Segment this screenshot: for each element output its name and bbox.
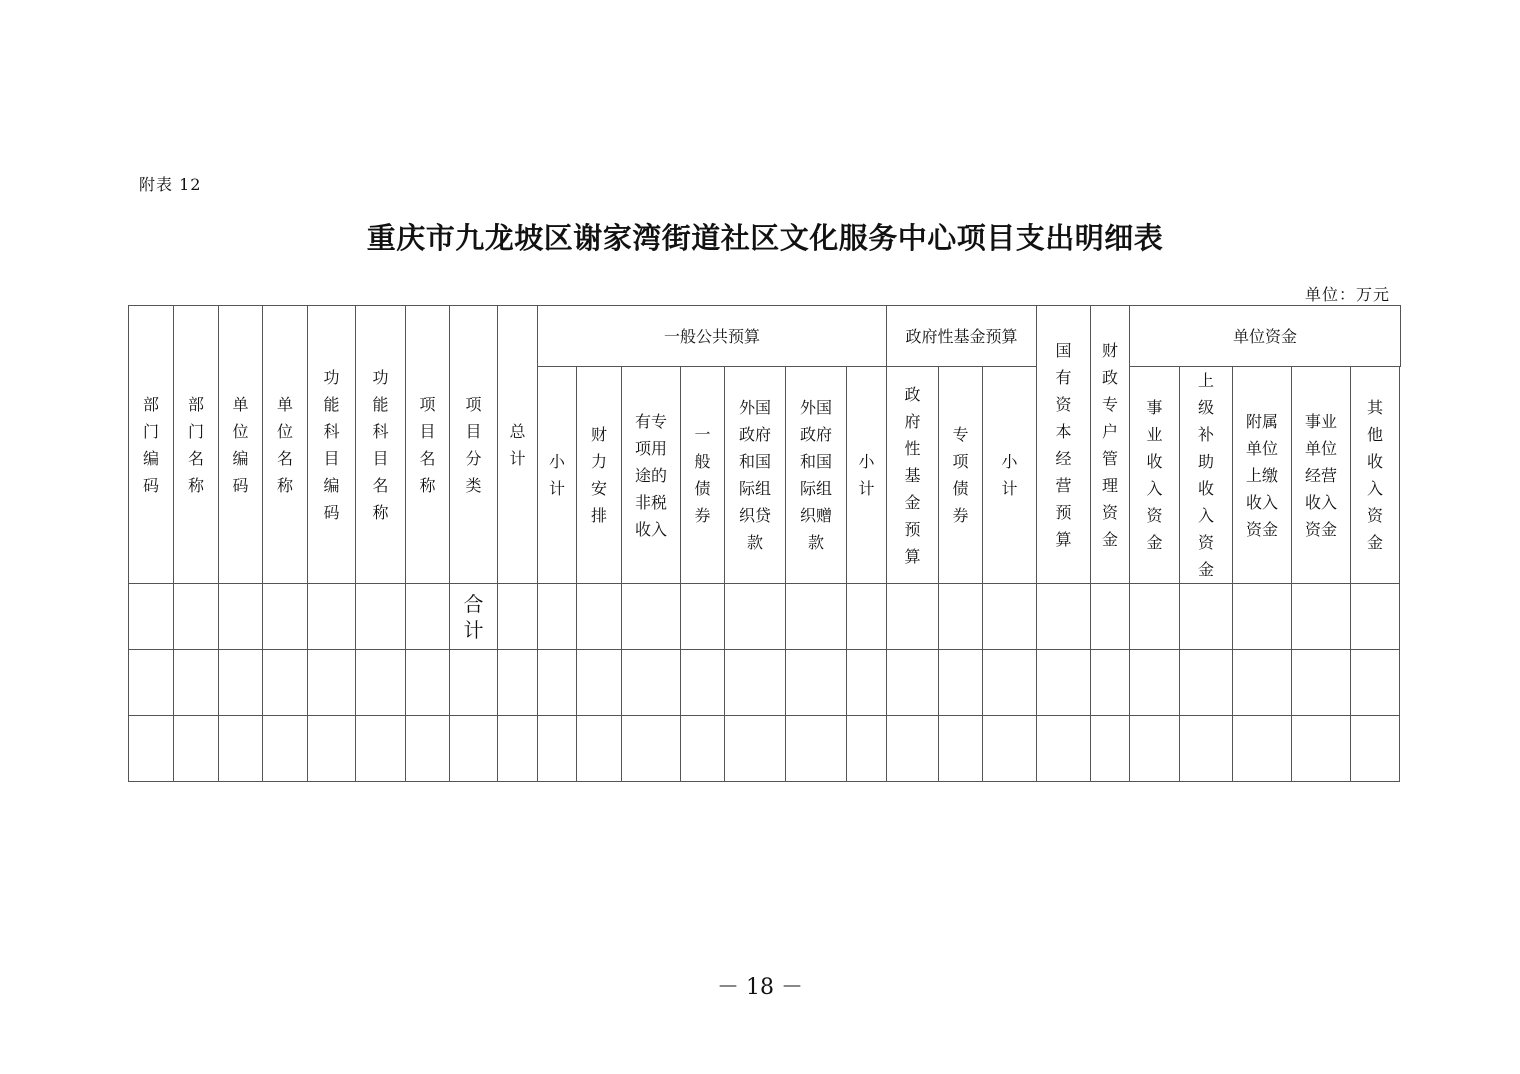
group-general-budget: 一般公共预算	[538, 306, 887, 367]
table-row-total	[129, 584, 1401, 650]
col-uf-higher-subsidy: 上级补助收入资金	[1180, 367, 1233, 584]
col-uf-affiliated-income: 附属单位上缴收入资金	[1233, 367, 1292, 584]
col-project-category: 项目分类	[450, 306, 498, 584]
col-unit-name: 单位名称	[263, 306, 308, 584]
col-gb-subtotal: 小计	[538, 367, 577, 584]
page-number: － 18 －	[717, 975, 803, 1000]
document-title: 重庆市九龙坡区谢家湾街道社区文化服务中心项目支出明细表	[366, 221, 1164, 255]
col-gb-special-nontax: 有专项用途的非税收入	[622, 367, 681, 584]
col-uf-other-income: 其他收入资金	[1351, 367, 1400, 584]
unit-label: 单位：万元	[1304, 285, 1390, 304]
col-gf-subtotal: 小计	[847, 367, 887, 584]
col-fiscal-special-account: 财政专户管理资金	[1091, 306, 1130, 584]
col-gb-foreign-loans: 外国政府和国际组织贷款	[725, 367, 786, 584]
col-gf-fund-budget: 政府性基金预算	[887, 367, 939, 584]
col-project-name: 项目名称	[406, 306, 450, 584]
table-row	[129, 650, 1401, 716]
col-func-code: 功能科目编码	[308, 306, 356, 584]
col-unit-code: 单位编码	[219, 306, 263, 584]
col-gb-general-bonds: 一般债券	[681, 367, 725, 584]
col-uf-subtotal: 小计	[983, 367, 1037, 584]
total-row-label: 合计	[450, 584, 498, 650]
col-dept-code: 部门编码	[129, 306, 174, 584]
attachment-label: 附表 12	[139, 175, 202, 194]
col-uf-business-operation: 事业单位经营收入资金	[1292, 367, 1351, 584]
col-dept-name: 部门名称	[174, 306, 219, 584]
col-grand-total: 总计	[498, 306, 538, 584]
header-row-1	[129, 306, 1401, 367]
col-gb-fiscal-allocation: 财力安排	[577, 367, 622, 584]
col-state-capital: 国有资本经营预算	[1037, 306, 1091, 584]
table-row	[129, 716, 1401, 782]
group-gov-fund: 政府性基金预算	[887, 306, 1037, 367]
col-uf-business-income: 事业收入资金	[1130, 367, 1180, 584]
col-func-name: 功能科目名称	[356, 306, 406, 584]
group-unit-funds: 单位资金	[1130, 306, 1401, 367]
col-gb-foreign-grants: 外国政府和国际组织赠款	[786, 367, 847, 584]
project-expenditure-table	[128, 305, 1401, 782]
col-gf-special-bonds: 专项债券	[939, 367, 983, 584]
